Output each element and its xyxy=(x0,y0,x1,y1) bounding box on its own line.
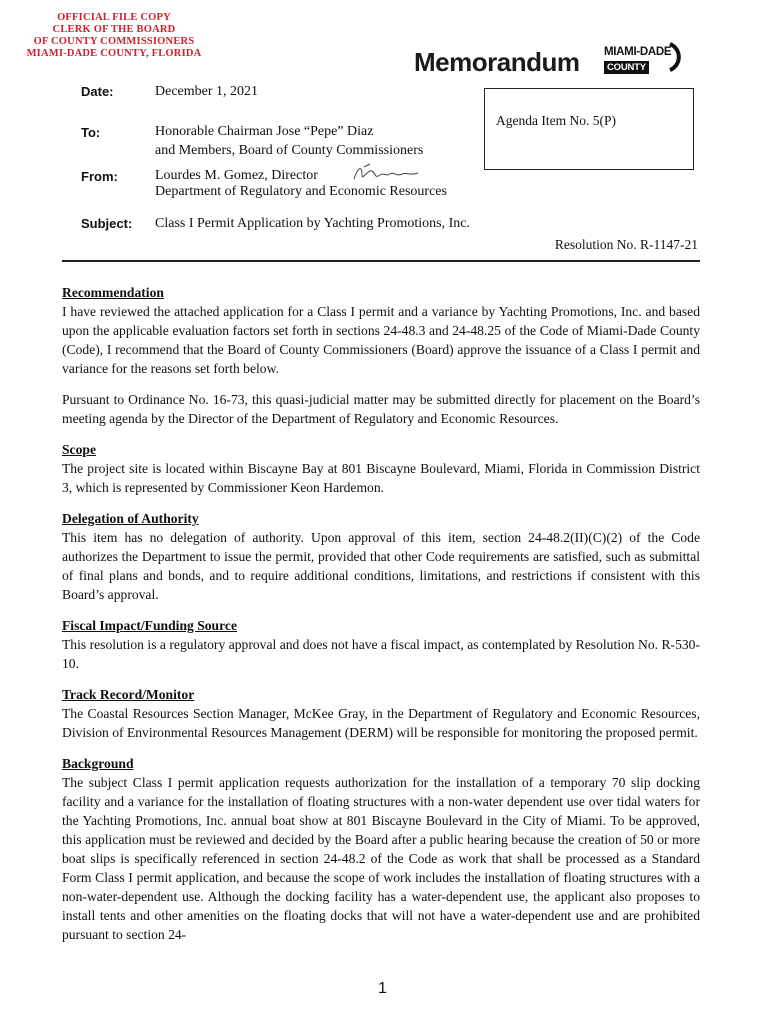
subject-label: Subject: xyxy=(81,216,133,231)
section-paragraph: This item has no delegation of authority. Upon approval of this item, section 24-48.2(II)(C)(2) of the Code authorizes the Department to issue the permit, provided that other Code requirements are satisfied, such as submittal of final plans and bonds, and to require additional conditions, limitations, and restrictions if consistent with this Board’s approval. xyxy=(62,530,700,602)
date-label: Date: xyxy=(81,84,114,99)
section-scope xyxy=(62,440,700,497)
to-label: To: xyxy=(81,125,101,140)
section-background xyxy=(62,754,700,944)
clerk-stamp xyxy=(24,12,204,60)
page-number: 1 xyxy=(378,980,387,997)
date-value: December 1, 2021 xyxy=(155,84,259,99)
stamp-line-3: OF COUNTY COMMISSIONERS xyxy=(33,36,195,47)
section-heading: Track Record/Monitor xyxy=(62,687,195,702)
logo-text-bottom: COUNTY xyxy=(604,61,649,74)
section-paragraph: The Coastal Resources Section Manager, McKee Gray, in the Department of Regulatory and Economic Resources, Division of Environmental Resources Management (DERM) will be responsible for monitoring the proposed permit. xyxy=(62,706,700,740)
section-heading: Delegation of Authority xyxy=(62,511,199,526)
stamp-line-2: CLERK OF THE BOARD xyxy=(52,24,176,35)
section-fiscal-impact xyxy=(62,616,700,673)
memo-body xyxy=(62,283,700,956)
section-heading: Recommendation xyxy=(62,285,164,300)
memorandum-title: Memorandum xyxy=(414,47,580,77)
to-line-1: Honorable Chairman Jose “Pepe” Diaz xyxy=(155,124,374,139)
from-line-2: Department of Regulatory and Economic Resources xyxy=(155,184,447,199)
county-logo xyxy=(604,46,694,78)
section-heading: Background xyxy=(62,756,134,771)
director-signature xyxy=(350,161,422,185)
section-paragraph: The project site is located within Biscayne Bay at 801 Biscayne Boulevard, Miami, Florida in Commission District 3, which is represented by Commissioner Keon Hardemon. xyxy=(62,461,700,495)
section-paragraph: Pursuant to Ordinance No. 16-73, this quasi-judicial matter may be submitted directly for placement on the Board’s meeting agenda by the Director of the Department of Regulatory and Economic Resources. xyxy=(62,392,700,426)
stamp-line-1: OFFICIAL FILE COPY xyxy=(57,12,171,23)
section-delegation-of-authority xyxy=(62,509,700,604)
from-line-1: Lourdes M. Gomez, Director xyxy=(155,168,318,183)
logo-text-top: MIAMI-DADE xyxy=(604,46,672,58)
to-line-2: and Members, Board of County Commissioners xyxy=(155,143,424,158)
section-paragraph: The subject Class I permit application requests authorization for the installation of a temporary 70 slip docking facility and a variance for the installation of floating structures with a non-water dependent use over tidal waters for the Yachting Promotions, Inc. annual boat show at 801 Biscayne Boulevard in the City of Miami. To be approved, this application must be reviewed and decided by the Board after a public hearing because the creation of 50 or more boat slips is specifically referenced in section 24-48.2 of the Code as work that shall be processed as a Standard Form Class I permit application, and because the scope of work includes the installation of floating structures with a non-water-dependent use. Although the docking facility has a water-dependent use, the applicant also proposes to install tents and other amenities on the floating docks that will not have a water-dependent use and are prohibited pursuant to section 24- xyxy=(62,775,700,942)
section-heading: Scope xyxy=(62,442,96,457)
section-track-record xyxy=(62,685,700,742)
section-recommendation xyxy=(62,283,700,428)
header-divider xyxy=(62,260,700,262)
logo-arc-icon xyxy=(666,42,692,72)
resolution-number: Resolution No. R-1147-21 xyxy=(554,237,698,252)
stamp-line-4: MIAMI-DADE COUNTY, FLORIDA xyxy=(26,48,202,59)
subject-value: Class I Permit Application by Yachting Promotions, Inc. xyxy=(155,216,470,231)
section-heading: Fiscal Impact/Funding Source xyxy=(62,618,237,633)
section-paragraph: This resolution is a regulatory approval and does not have a fiscal impact, as contemplated by Resolution No. R-530-10. xyxy=(62,637,700,671)
agenda-item-number: Agenda Item No. 5(P) xyxy=(496,113,616,128)
agenda-item-box xyxy=(484,88,694,170)
from-label: From: xyxy=(81,169,118,184)
section-paragraph: I have reviewed the attached application for a Class I permit and a variance by Yachting Promotions, Inc. and based upon the applicable evaluation factors set forth in sections 24-48.3 and 24-48.25 of the Code of Miami-Dade County (Code), I recommend that the Board of County Commissioners (Board) approve the issuance of a Class I permit and variance for the reasons set forth below. xyxy=(62,304,700,376)
